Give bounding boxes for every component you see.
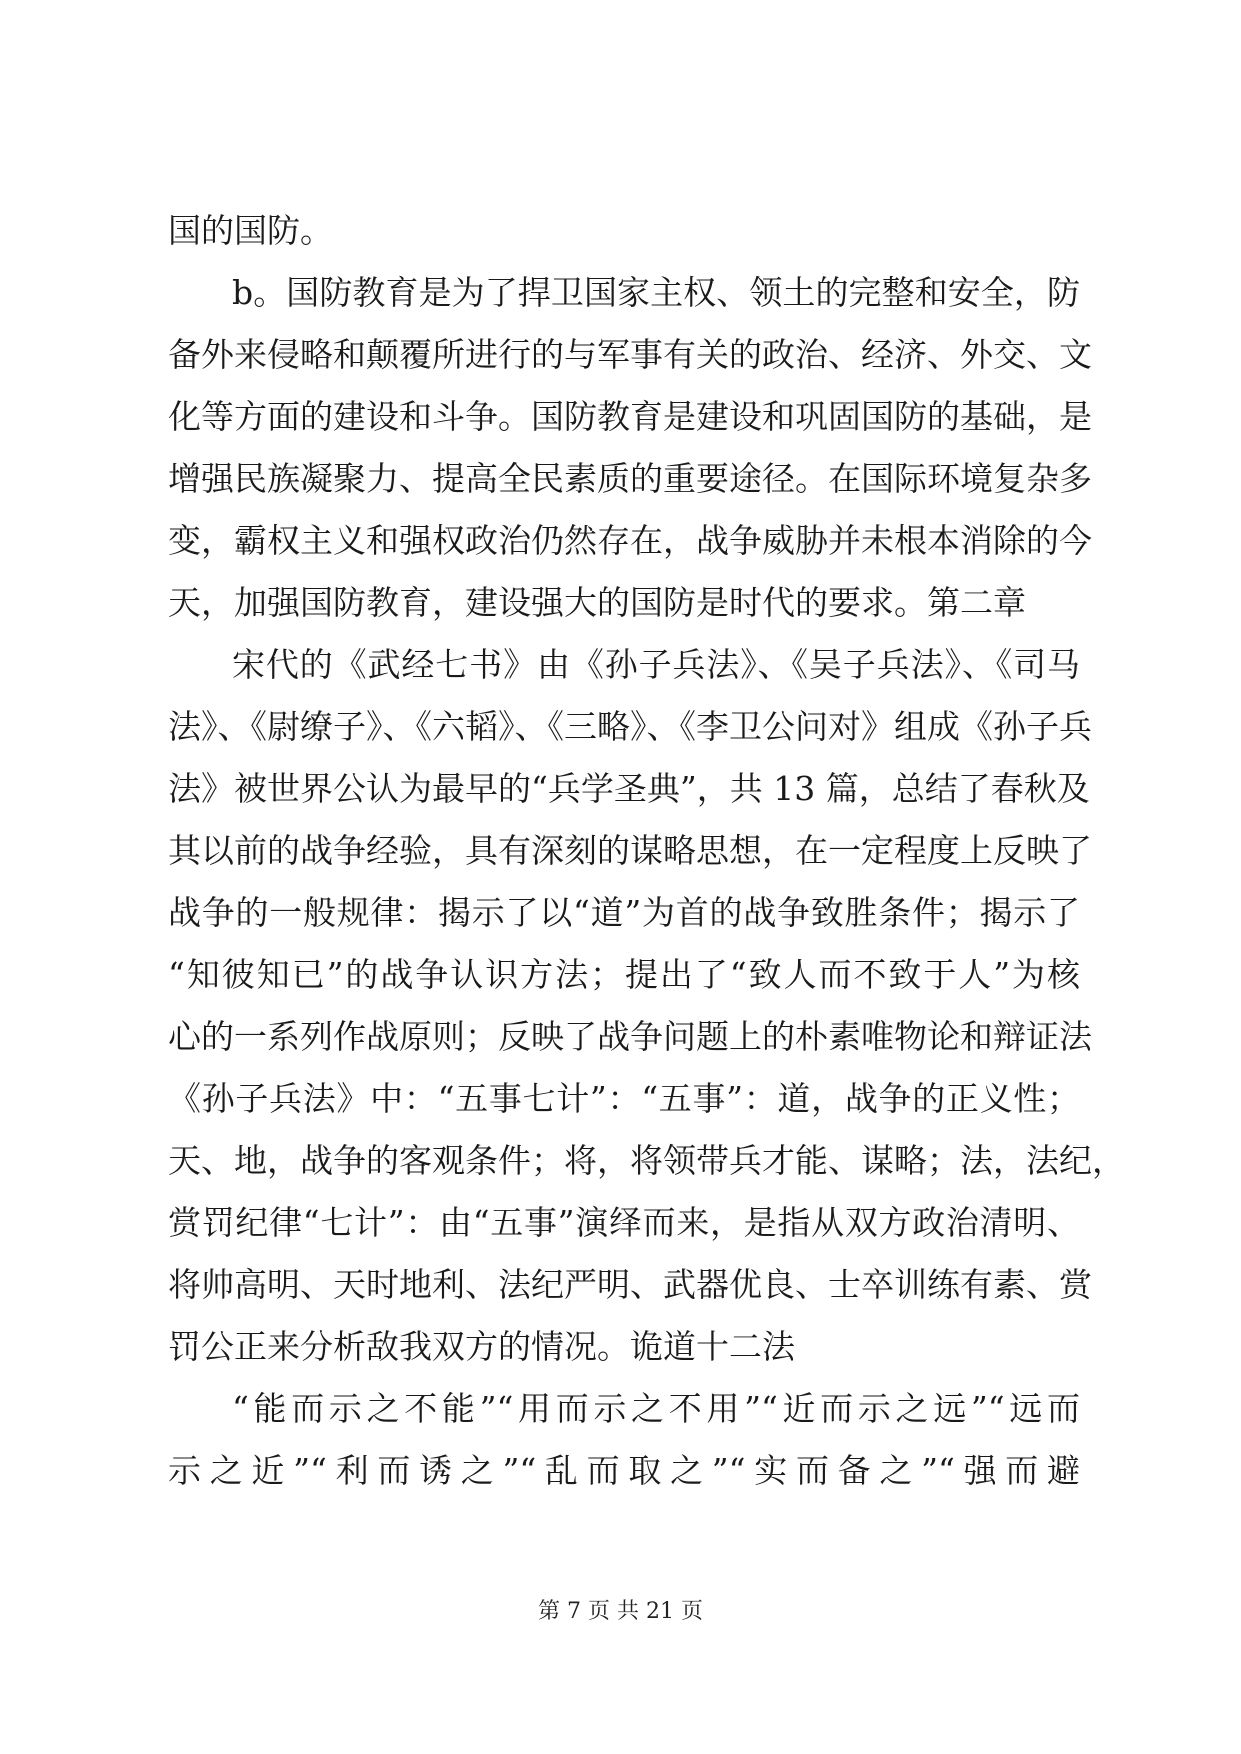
text-line: 国的国防。: [168, 211, 333, 250]
text-line: 示之近”“利而诱之”“乱而取之”“实而备之”“强而避: [168, 1451, 1080, 1490]
text-line: 化等方面的建设和斗争。国防教育是建设和巩固国防的基础，是: [168, 397, 1092, 436]
text-line: 战争的一般规律：揭示了以“道”为首的战争致胜条件；揭示了: [168, 893, 1080, 932]
text-line: 《孙子兵法》中：“五事七计”：“五事”：道，战争的正义性；: [168, 1079, 1080, 1118]
text-line: 备外来侵略和颠覆所进行的与军事有关的政治、经济、外交、文: [168, 335, 1092, 374]
text-line: 赏罚纪律“七计”：由“五事”演绎而来，是指从双方政治清明、: [168, 1203, 1080, 1242]
text-line: 心的一系列作战原则；反映了战争问题上的朴素唯物论和辩证法: [168, 1017, 1092, 1056]
text-line: 罚公正来分析敌我双方的情况。诡道十二法: [168, 1327, 795, 1366]
text-line: “知彼知已”的战争认识方法；提出了“致人而不致于人”为核: [168, 955, 1080, 994]
page-number-footer: 第 7 页 共 21 页: [538, 1599, 703, 1624]
text-line: 天、地，战争的客观条件；将，将领带兵才能、谋略；法，法纪，: [168, 1141, 1125, 1180]
text-line: 变，霸权主义和强权政治仍然存在，战争威胁并未根本消除的今: [168, 521, 1092, 560]
text-line: 其以前的战争经验，具有深刻的谋略思想，在一定程度上反映了: [168, 831, 1092, 870]
paragraph-first-line: 宋代的《武经七书》由《孙子兵法》、《吴子兵法》、《司马: [232, 645, 1080, 684]
text-line: 增强民族凝聚力、提高全民素质的重要途径。在国际环境复杂多: [168, 459, 1092, 498]
text-line: 将帅高明、天时地利、法纪严明、武器优良、士卒训练有素、赏: [168, 1265, 1092, 1304]
text-line: 天，加强国防教育，建设强大的国防是时代的要求。第二章: [168, 583, 1026, 622]
text-line: 法》被世界公认为最早的“兵学圣典”，共 13 篇，总结了春秋及: [168, 769, 1090, 808]
text-line: 法》、《尉缭子》、《六韬》、《三略》、《李卫公问对》组成《孙子兵: [168, 707, 1092, 746]
paragraph-first-line: “能而示之不能”“用而示之不用”“近而示之远”“远而: [232, 1389, 1080, 1428]
paragraph-first-line: b。国防教育是为了捍卫国家主权、领土的完整和安全，防: [232, 273, 1080, 312]
